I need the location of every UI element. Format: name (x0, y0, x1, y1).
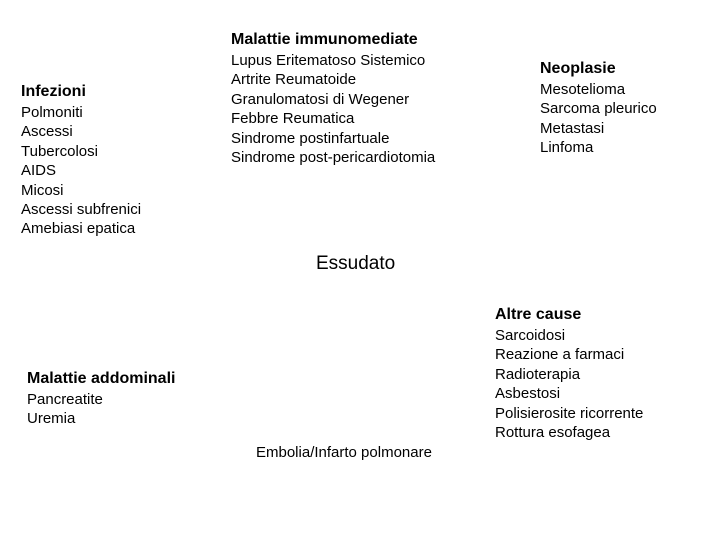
list-item: Febbre Reumatica (231, 110, 355, 128)
list-item: Reazione a farmaci (495, 346, 625, 364)
list-item: AIDS (21, 162, 57, 180)
list-item: Amebiasi epatica (21, 220, 136, 238)
list-item: Ascessi (21, 123, 73, 141)
list-item: Mesotelioma (540, 81, 626, 98)
group-title: Altre cause (495, 306, 582, 323)
group-neoplasie (540, 59, 657, 158)
list-item: Sarcoidosi (495, 327, 566, 344)
list-item: Asbestosi (495, 385, 561, 403)
list-item: Metastasi (540, 119, 605, 137)
list-item: Rottura esofagea (495, 424, 611, 442)
list-item: Polmoniti (21, 104, 83, 121)
list-item: Lupus Eritematoso Sistemico (231, 52, 426, 69)
label-embolia-infarto: Embolia/Infarto polmonare (256, 444, 432, 461)
list-item: Pancreatite (27, 391, 103, 408)
group-malattie-addominali (27, 369, 175, 429)
list-item: Uremia (27, 410, 76, 428)
list-item: Micosi (21, 181, 64, 199)
group-title: Infezioni (21, 83, 86, 100)
group-title: Malattie immunomediate (231, 31, 418, 48)
group-title: Neoplasie (540, 60, 616, 77)
group-malattie-immunomediate (231, 30, 435, 167)
list-item: Sindrome post-pericardiotomia (231, 149, 436, 167)
item-list (540, 80, 657, 158)
list-item: Sindrome postinfartuale (231, 129, 390, 147)
list-item: Tubercolosi (21, 142, 98, 160)
list-item: Artrite Reumatoide (231, 71, 357, 89)
group-altre-cause (495, 305, 643, 442)
group-title: Malattie addominali (27, 370, 176, 387)
item-list (27, 390, 175, 429)
list-item: Polisierosite ricorrente (495, 404, 644, 422)
item-list (231, 51, 435, 167)
group-infezioni (21, 82, 141, 239)
item-list (495, 326, 643, 442)
list-item: Radioterapia (495, 365, 581, 383)
center-label-essudato: Essudato (316, 253, 396, 274)
list-item: Granulomatosi di Wegener (231, 90, 410, 108)
list-item: Ascessi subfrenici (21, 201, 142, 219)
list-item: Sarcoma pleurico (540, 100, 657, 118)
item-list (21, 103, 141, 239)
list-item: Linfoma (540, 139, 594, 157)
